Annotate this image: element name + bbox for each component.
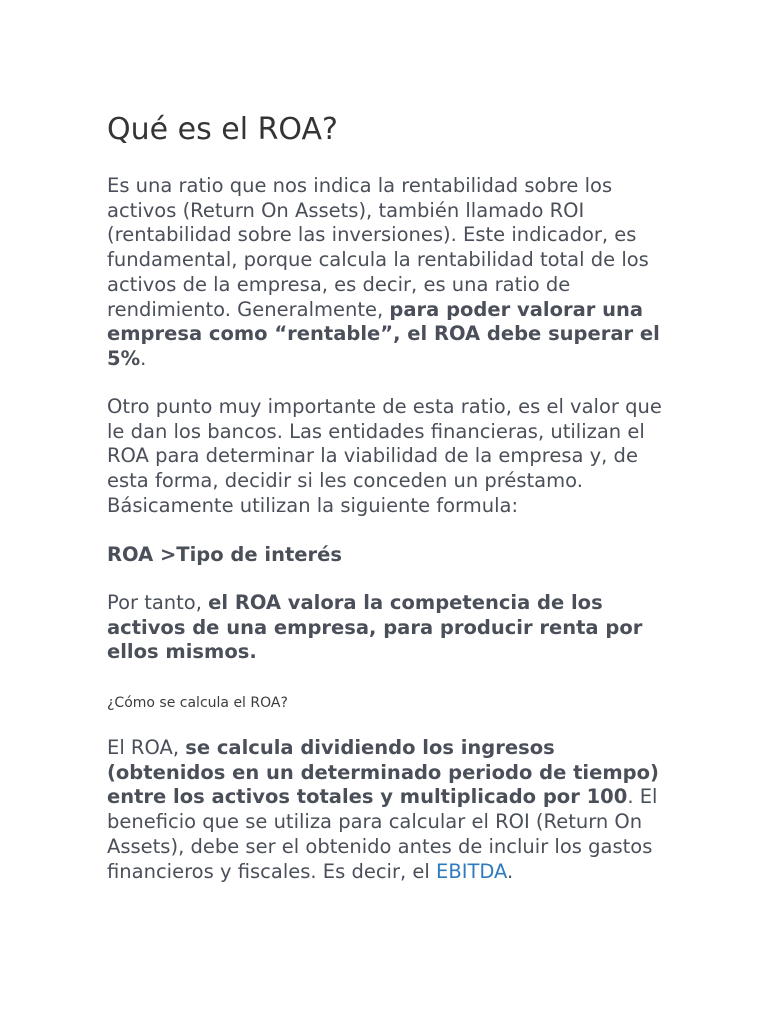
paragraph-text: . — [507, 859, 514, 883]
paragraph-bold-text: para poder valorar una empresa como “rentable”, el ROA debe superar el 5% — [107, 297, 660, 370]
formula-text: ROA >Tipo de interés — [107, 543, 342, 566]
paragraph-text: . El beneficio que se utiliza para calcular el ROI (Return On Assets), debe ser el obtenido antes de incluir los gastos financieros y fiscales. Es decir, el — [107, 785, 658, 883]
paragraph-text: . — [140, 346, 147, 370]
paragraph-definition — [107, 174, 667, 372]
formula — [107, 543, 667, 568]
ebitda-link[interactable]: EBITDA — [436, 859, 508, 883]
paragraph-conclusion — [107, 591, 667, 665]
paragraph-calculation — [107, 736, 667, 884]
paragraph-banks: Otro punto muy importante de esta ratio, es el valor que le dan los bancos. Las entidades financieras, utilizan el ROA para determinar la viabilidad de la empresa y, de esta forma, decidir si les conceden un préstamo. Básicamente utilizan la siguiente formula: — [107, 395, 662, 517]
paragraph-text: Es una ratio que nos indica la rentabilidad sobre los activos (Return On Assets), también llamado ROI (rentabilidad sobre las inversiones). Este indicador, es fundamental, porque calcula la rentabilidad total de los activos de la empresa, es decir, es una ratio de rendimiento. Generalmente, — [107, 174, 649, 321]
paragraph-text: El ROA, — [107, 736, 186, 759]
paragraph-text: Por tanto, — [107, 591, 209, 614]
paragraph-bold-text: el ROA valora la competencia de los activos de una empresa, para producir renta por ellos mismos. — [107, 591, 643, 664]
section-heading: ¿Cómo se calcula el ROA? — [107, 695, 288, 711]
paragraph-bold-text: se calcula dividiendo los ingresos (obtenidos en un determinado periodo de tiempo) entre los activos totales y multiplicado por 100 — [107, 736, 659, 809]
page-title: Qué es el ROA? — [107, 112, 338, 147]
